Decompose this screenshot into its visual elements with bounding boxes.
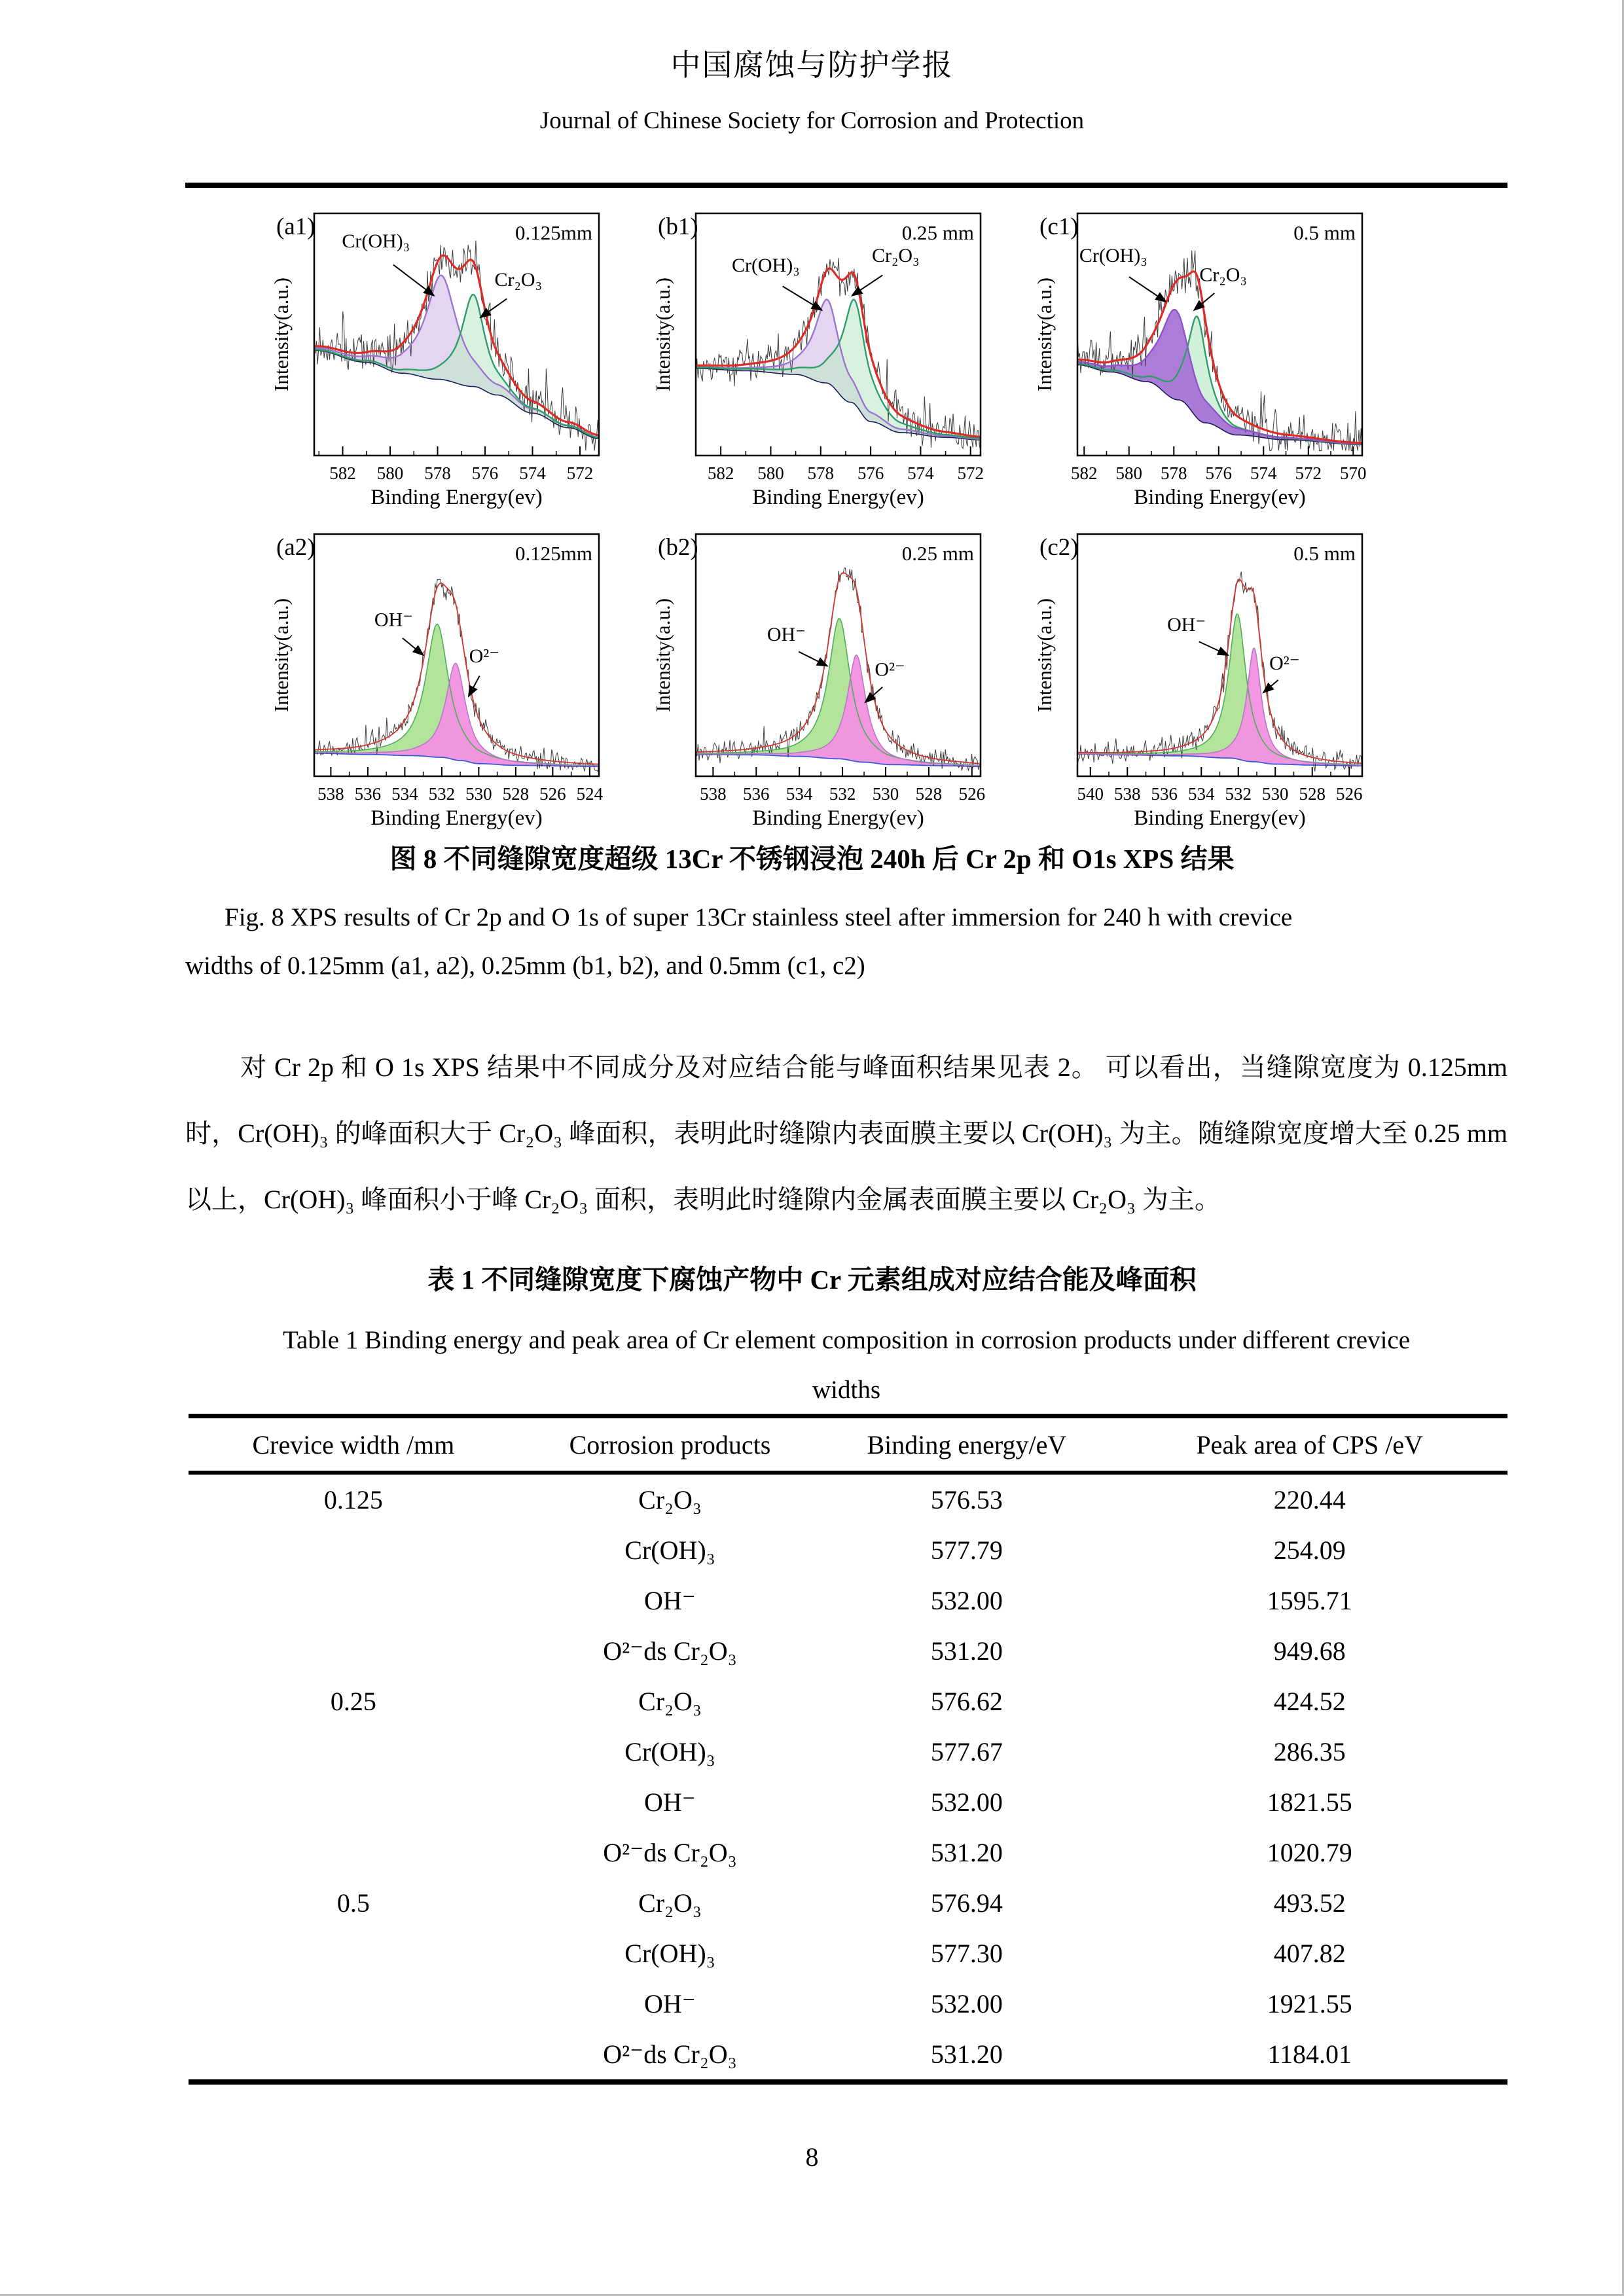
table-column-header: Peak area of CPS /eV (1111, 1416, 1507, 1473)
results-table-body (189, 1473, 1507, 2082)
svg-text:580: 580 (376, 463, 404, 483)
peak-annotation: OH⁻ (374, 609, 414, 631)
peak-annotation: Cr₂O₃ (494, 269, 543, 291)
table-cell: Cr₂O₃ (638, 1485, 702, 1515)
svg-text:538: 538 (1114, 784, 1141, 804)
table-cell: 0.5 (336, 1888, 370, 1918)
table-cell: 424.52 (1273, 1687, 1346, 1716)
table-cell: Cr(OH)₃ (624, 1737, 715, 1767)
results-table-head (189, 1416, 1507, 1473)
xps-plot-c2-svg (1032, 517, 1413, 838)
table-cell: 577.67 (930, 1737, 1003, 1767)
xps-plot-b2-svg (650, 517, 1032, 838)
table-cell (189, 1727, 518, 1777)
results-table (189, 1414, 1507, 2085)
table-row (189, 1878, 1507, 1928)
table-cell: 532.00 (930, 1586, 1003, 1615)
svg-text:580: 580 (757, 463, 784, 483)
table-cell: 576.62 (930, 1687, 1003, 1716)
table-caption-zh: 表 1 不同缝隙宽度下腐蚀产物中 Cr 元素组成对应结合能及峰面积 (427, 1265, 1197, 1295)
table-cell: 407.82 (1273, 1939, 1346, 1968)
y-axis-label: Intensity(a.u.) (651, 278, 674, 391)
panel-label: (a2) (276, 534, 316, 561)
table-cell: 493.52 (1273, 1888, 1346, 1918)
peak-annotation: O²⁻ (1269, 653, 1300, 675)
table-cell: 286.35 (1273, 1737, 1346, 1767)
svg-text:578: 578 (1161, 463, 1187, 483)
table-cell: 1595.71 (1267, 1586, 1352, 1615)
table-column-header: Binding energy/eV (821, 1416, 1111, 1473)
table-cell: 0.125 (323, 1485, 383, 1515)
svg-text:572: 572 (957, 463, 984, 483)
peak-annotation: O²⁻ (469, 645, 500, 668)
svg-text:526: 526 (958, 784, 986, 804)
table-cell: 577.30 (930, 1939, 1003, 1968)
table-cell: O²⁻ds Cr₂O₃ (603, 1838, 737, 1867)
svg-text:532: 532 (829, 784, 856, 804)
header-rule (185, 183, 1507, 188)
table-cell: 1184.01 (1111, 2029, 1507, 2082)
svg-text:526: 526 (539, 784, 566, 804)
svg-text:576: 576 (1205, 463, 1233, 483)
table-cell: 577.79 (930, 1535, 1003, 1565)
table-cell: 1821.55 (1267, 1787, 1352, 1817)
x-axis-label: Binding Energy(ev) (1134, 806, 1306, 830)
table-column-header: Crevice width /mm (189, 1416, 518, 1473)
table-caption-en-line2: widths (812, 1376, 880, 1404)
panel-label: (b1) (658, 213, 698, 240)
svg-text:578: 578 (807, 463, 835, 483)
table-cell (189, 1777, 518, 1827)
table-row (189, 1676, 1507, 1727)
table-row (189, 1777, 1507, 1827)
table-cell: Cr₂O₃ (638, 1888, 702, 1918)
svg-text:576: 576 (471, 463, 499, 483)
x-axis-label: Binding Energy(ev) (752, 486, 924, 509)
svg-text:572: 572 (566, 463, 594, 483)
peak-annotation: Cr₂O₃ (871, 245, 920, 266)
svg-text:528: 528 (502, 784, 530, 804)
table-cell (189, 2029, 518, 2082)
y-axis-label: Intensity(a.u.) (1033, 598, 1056, 712)
table-cell (189, 1575, 518, 1626)
table-row (189, 1575, 1507, 1626)
table-cell: 576.53 (930, 1485, 1003, 1515)
svg-text:534: 534 (391, 784, 418, 804)
svg-text:526: 526 (1335, 784, 1363, 804)
table-row (189, 1473, 1507, 1525)
peak-annotation: Cr₂O₃ (1199, 264, 1247, 286)
table-cell (189, 1979, 518, 2029)
table-row (189, 1626, 1507, 1676)
svg-text:580: 580 (1115, 463, 1143, 483)
body-paragraph: 对 Cr 2p 和 O 1s XPS 结果中不同成分及对应结合能与峰面积结果见表 2。 可以看出，当缝隙宽度为 0.125mm 时，Cr(OH)₃ 的峰面积大于 Cr₂O₃ 峰面积，表明此时缝隙内表面膜主要以 Cr(OH)₃ 为主。随缝隙宽度增大至 0.25 mm 以上，Cr(OH)₃ 峰面积小于峰 Cr₂O₃ 面积，表明此时缝隙内金属表面膜主要以 Cr₂O₃ 为主。 (185, 1052, 1507, 1214)
table-cell: OH⁻ (644, 1586, 696, 1615)
xps-plot-a1 (268, 196, 650, 517)
table-cell (189, 1626, 518, 1676)
svg-text:572: 572 (1295, 463, 1322, 483)
table-header-row (189, 1416, 1507, 1473)
y-axis-label: Intensity(a.u.) (651, 598, 674, 712)
svg-text:536: 536 (1151, 784, 1178, 804)
crevice-width-label: 0.25 mm (901, 542, 974, 565)
peak-annotation: Cr(OH)₃ (731, 254, 800, 276)
svg-text:538: 538 (700, 784, 727, 804)
svg-text:578: 578 (424, 463, 451, 483)
table-cell: 531.20 (821, 2029, 1111, 2082)
table-cell (189, 1928, 518, 1979)
svg-text:530: 530 (465, 784, 492, 804)
xps-plot-a2 (268, 517, 650, 838)
svg-text:528: 528 (1299, 784, 1326, 804)
crevice-width-label: 0.125mm (515, 221, 592, 244)
table-cell: O²⁻ds Cr₂O₃ (603, 1636, 737, 1666)
figure-row-cr2p (268, 196, 1420, 517)
svg-text:582: 582 (1071, 463, 1098, 483)
table-cell (189, 1827, 518, 1878)
svg-text:530: 530 (872, 784, 899, 804)
peak-annotation: Cr(OH)₃ (342, 230, 410, 252)
table-row (189, 1727, 1507, 1777)
svg-text:532: 532 (428, 784, 456, 804)
panel-label: (c1) (1039, 213, 1079, 240)
table-cell: OH⁻ (644, 1787, 696, 1817)
x-axis-label: Binding Energy(ev) (370, 806, 543, 830)
crevice-width-label: 0.5 mm (1293, 542, 1356, 565)
journal-title-zh: 中国腐蚀与防护学报 (670, 48, 954, 82)
panel-label: (a1) (276, 213, 316, 240)
svg-text:576: 576 (857, 463, 884, 483)
table-row (189, 2029, 1507, 2082)
table-column-header: Corrosion products (518, 1416, 821, 1473)
table-caption-en-line1: Table 1 Binding energy and peak area of Cr element composition in corrosion products under different crevice (282, 1326, 1411, 1354)
table-cell: 1921.55 (1267, 1989, 1352, 2018)
peak-annotation: Cr(OH)₃ (1079, 245, 1147, 266)
xps-plot-c1-svg (1032, 196, 1413, 517)
y-axis-label: Intensity(a.u.) (1033, 278, 1056, 391)
crevice-width-label: 0.5 mm (1293, 221, 1356, 244)
table-row (189, 1979, 1507, 2029)
x-axis-label: Binding Energy(ev) (370, 486, 543, 509)
x-axis-label: Binding Energy(ev) (752, 806, 924, 830)
table-cell: 532.00 (930, 1989, 1003, 2018)
figure-row-o1s (268, 517, 1420, 838)
xps-plot-c2 (1032, 517, 1413, 838)
svg-text:570: 570 (1340, 463, 1367, 483)
xps-plot-b2 (650, 517, 1032, 838)
table-cell: 532.00 (930, 1787, 1003, 1817)
xps-plot-c1 (1032, 196, 1413, 517)
svg-text:536: 536 (354, 784, 382, 804)
table-cell: Cr(OH)₃ (624, 1535, 715, 1565)
y-axis-label: Intensity(a.u.) (270, 278, 293, 391)
table-cell: 254.09 (1273, 1535, 1346, 1565)
figure-caption-en (185, 893, 1507, 990)
table-cell: 949.68 (1273, 1636, 1346, 1666)
table-row (189, 1525, 1507, 1575)
figure-caption-en-line2: widths of 0.125mm (a1, a2), 0.25mm (b1, b2), and 0.5mm (c1, c2) (185, 952, 865, 980)
journal-title-en: Journal of Chinese Society for Corrosion and Protection (539, 107, 1085, 134)
panel-label: (b2) (658, 534, 698, 561)
crevice-width-label: 0.25 mm (901, 221, 974, 244)
svg-text:536: 536 (743, 784, 770, 804)
table-cell (189, 1525, 518, 1575)
svg-text:574: 574 (907, 463, 934, 483)
peak-annotation: O²⁻ (875, 658, 905, 681)
table-cell: 531.20 (930, 1636, 1003, 1666)
table-cell: 220.44 (1273, 1485, 1346, 1515)
table-cell: Cr(OH)₃ (624, 1939, 715, 1968)
table-row (189, 1928, 1507, 1979)
svg-text:540: 540 (1077, 784, 1104, 804)
table-cell: Cr₂O₃ (638, 1687, 702, 1716)
page-number: 8 (805, 2142, 819, 2172)
figure-caption-zh: 图 8 不同缝隙宽度超级 13Cr 不锈钢浸泡 240h 后 Cr 2p 和 O1s XPS 结果 (389, 844, 1235, 874)
svg-text:574: 574 (519, 463, 546, 483)
svg-text:530: 530 (1261, 784, 1289, 804)
peak-annotation: OH⁻ (767, 623, 806, 645)
svg-text:538: 538 (317, 784, 344, 804)
table-cell: 576.94 (930, 1888, 1003, 1918)
svg-text:524: 524 (576, 784, 604, 804)
panel-label: (c2) (1039, 534, 1079, 561)
svg-text:534: 534 (1188, 784, 1215, 804)
table-cell: 531.20 (930, 1838, 1003, 1867)
x-axis-label: Binding Energy(ev) (1134, 486, 1306, 509)
table-cell: O²⁻ds Cr₂O₃ (518, 2029, 821, 2082)
peak-annotation: OH⁻ (1167, 614, 1206, 636)
svg-text:582: 582 (707, 463, 734, 483)
table-cell: 0.25 (330, 1687, 376, 1716)
xps-plot-b1-svg (650, 196, 1032, 517)
figure-8 (268, 196, 1420, 838)
table-caption-en (185, 1316, 1507, 1415)
y-axis-label: Intensity(a.u.) (270, 598, 293, 712)
table-row (189, 1827, 1507, 1878)
table-cell: OH⁻ (644, 1989, 696, 2018)
svg-text:582: 582 (329, 463, 356, 483)
crevice-width-label: 0.125mm (515, 542, 592, 565)
xps-plot-a1-svg (268, 196, 650, 517)
svg-text:574: 574 (1250, 463, 1277, 483)
xps-plot-b1 (650, 196, 1032, 517)
table-cell: 1020.79 (1267, 1838, 1352, 1867)
figure-caption-en-line1: Fig. 8 XPS results of Cr 2p and O 1s of super 13Cr stainless steel after immersion for 240 h with crevice (225, 903, 1293, 931)
xps-plot-a2-svg (268, 517, 650, 838)
svg-text:532: 532 (1225, 784, 1252, 804)
svg-text:528: 528 (915, 784, 943, 804)
svg-text:534: 534 (785, 784, 813, 804)
